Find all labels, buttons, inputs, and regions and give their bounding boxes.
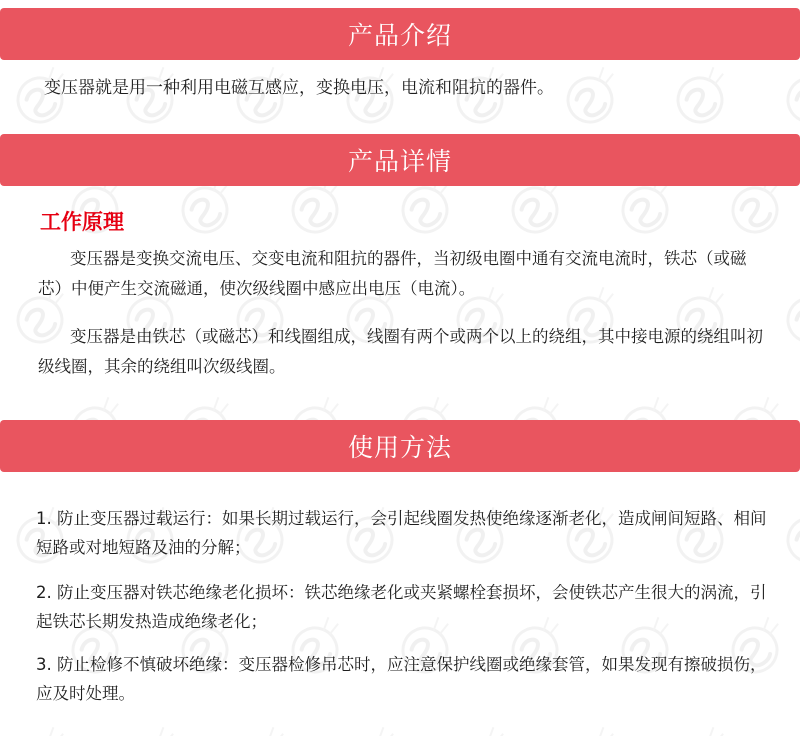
principle-paragraph-2: 变压器是由铁芯（或磁芯）和线圈组成，线圈有两个或两个以上的绕组，其中接电源的绕组叫初级线圈，其余的绕组叫次级线圈。 xyxy=(38,327,763,376)
usage-item-2: 2. 防止变压器对铁芯绝缘老化损坏：铁芯绝缘老化或夹紧螺栓套损坏，会使铁芯产生很大的涡流，引起铁芯长期发热造成绝缘老化； xyxy=(36,583,767,631)
principle-paragraph-1: 变压器是变换交流电压、交变电流和阻抗的器件，当初级电圈中通有交流电流时，铁芯（或磁芯）中便产生交流磁通，使次级线圈中感应出电压（电流）。 xyxy=(38,249,747,298)
section-banner-usage xyxy=(0,420,800,472)
section-banner-details xyxy=(0,134,800,186)
usage-item-1: 1. 防止变压器过载运行：如果长期过载运行，会引起线圈发热使绝缘逐渐老化，造成闸间短路、相间短路或对地短路及油的分解； xyxy=(36,509,767,557)
section-banner-intro xyxy=(0,8,800,60)
intro-text: 变压器就是用一种利用电磁互感应，变换电压，电流和阻抗的器件。 xyxy=(44,78,554,98)
working-principle-heading: 工作原理 xyxy=(40,210,124,234)
section-title-intro: 产品介绍 xyxy=(347,21,452,50)
usage-item-3: 3. 防止检修不慎破坏绝缘：变压器检修吊芯时，应注意保护线圈或绝缘套管，如果发现有擦破损伤，应及时处理。 xyxy=(36,655,767,703)
section-title-details: 产品详情 xyxy=(347,147,452,176)
section-title-usage: 使用方法 xyxy=(347,433,452,462)
